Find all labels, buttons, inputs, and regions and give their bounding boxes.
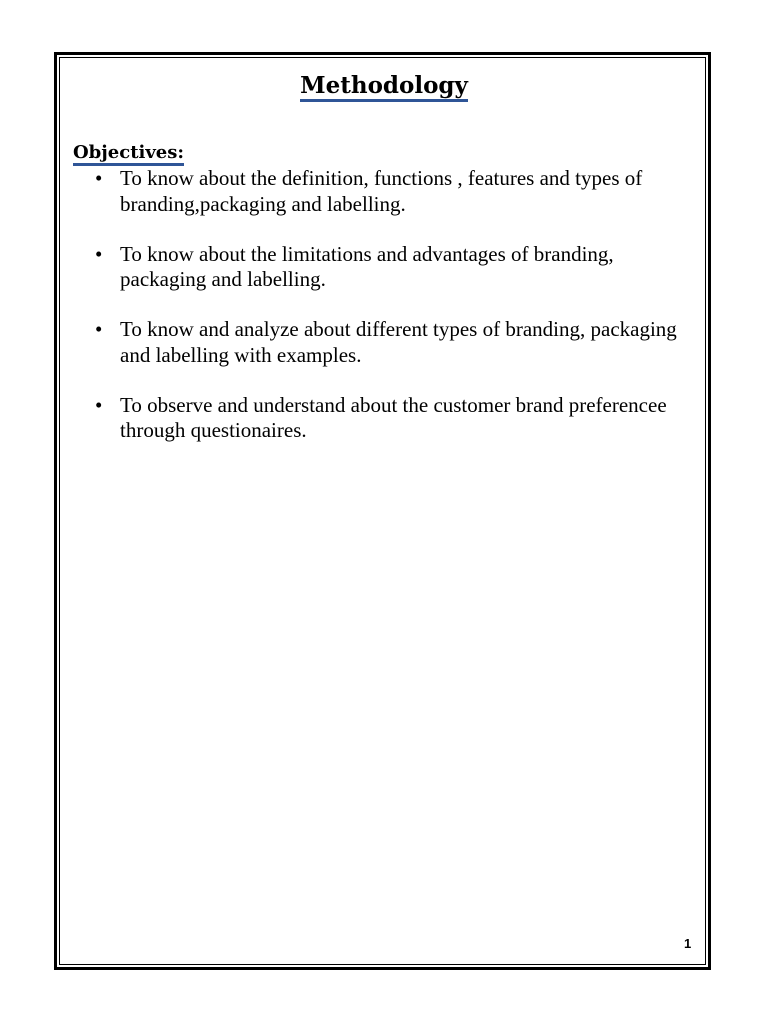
list-item — [95, 317, 680, 368]
bullet-icon: • — [95, 392, 103, 417]
bullet-icon: • — [95, 241, 103, 266]
list-item — [95, 242, 680, 293]
bullet-icon: • — [95, 317, 103, 341]
page-title — [0, 72, 768, 102]
objectives-list — [95, 166, 680, 468]
list-item — [95, 393, 680, 444]
page-title-text: Methodology — [300, 73, 468, 102]
list-item-text: To observe and understand about the customer brand preferencee through questionaires. — [120, 392, 667, 442]
objectives-heading — [73, 142, 184, 166]
page-number: 1 — [684, 936, 692, 951]
list-item-text: To know about the limitations and advantages of branding, packaging and labelling. — [120, 241, 614, 291]
objectives-heading-text: Objectives: — [73, 143, 184, 166]
list-item-text: To know and analyze about different types of branding, packaging and labelling with examples. — [120, 317, 677, 367]
list-item — [95, 166, 680, 217]
list-item-text: To know about the definition, functions , features and types of branding,packaging and labelling. — [120, 166, 643, 216]
bullet-icon: • — [95, 166, 103, 190]
